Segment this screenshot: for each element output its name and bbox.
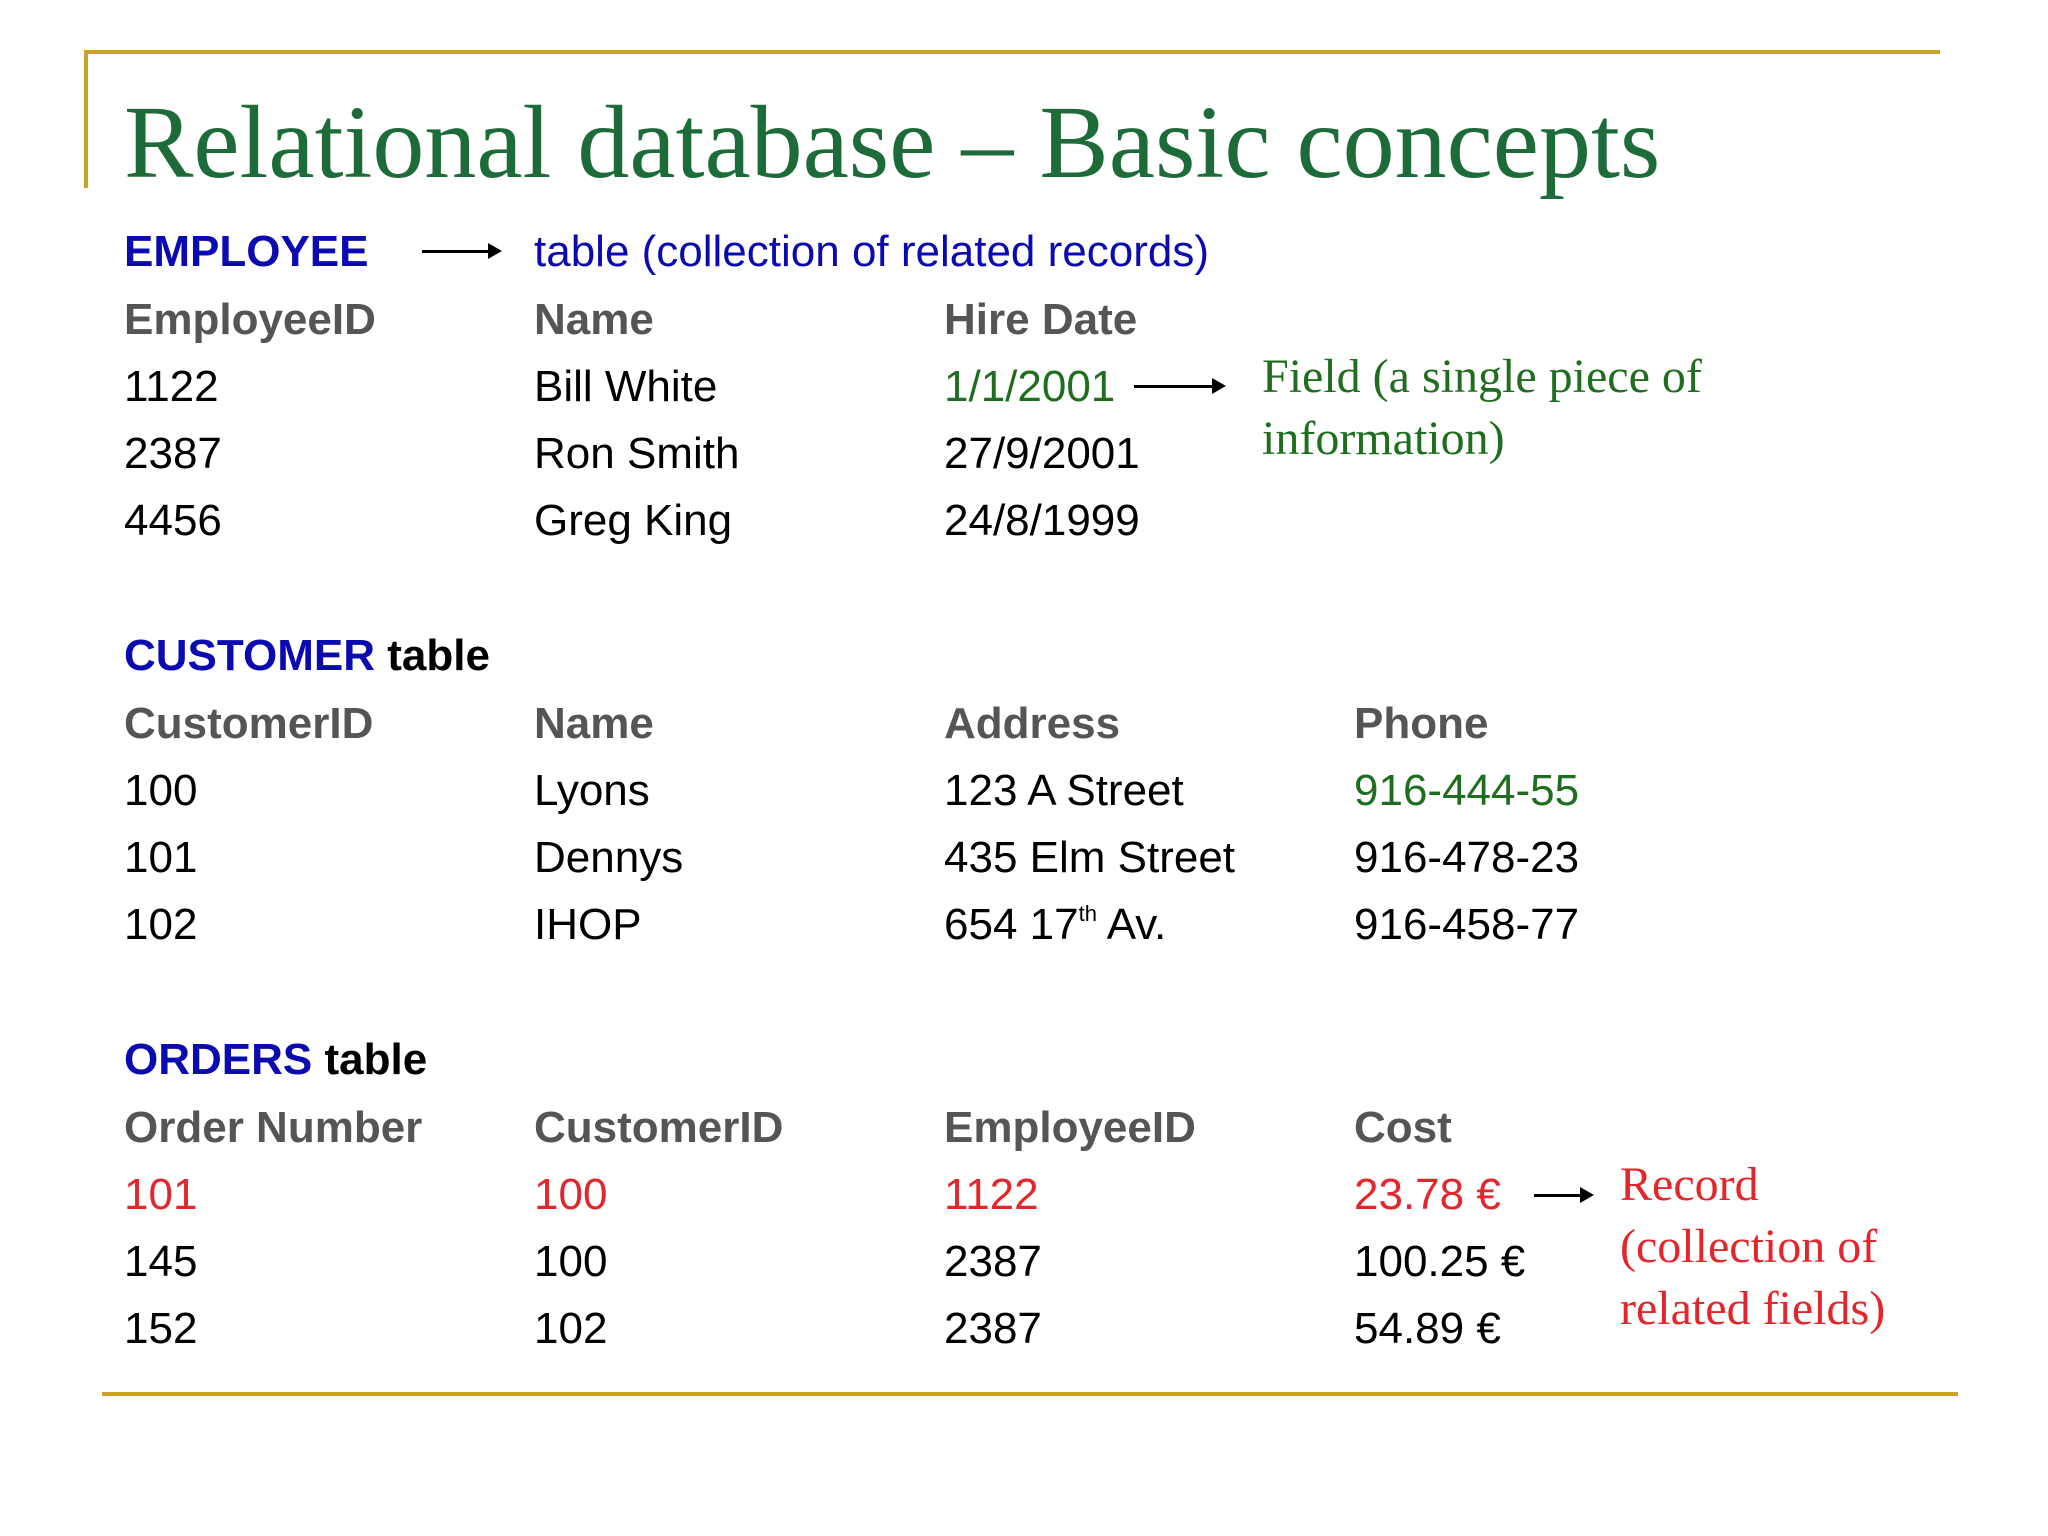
orders-table-label: ORDERS	[124, 1035, 313, 1084]
customer-cell: 435 Elm Street	[944, 833, 1236, 882]
customer-cell: Lyons	[534, 766, 650, 815]
customer-header-address: Address	[944, 699, 1121, 748]
employee-cell: 4456	[124, 496, 222, 545]
orders-cell: 152	[124, 1304, 198, 1353]
address-number: 654 17	[944, 900, 1079, 949]
customer-table-label: CUSTOMER	[124, 631, 375, 680]
orders-cell: 2387	[944, 1304, 1042, 1353]
orders-cell: 2387	[944, 1237, 1042, 1286]
field-annotation-line1: Field (a single piece of	[1262, 350, 1702, 403]
orders-table-suffix: table	[324, 1035, 428, 1084]
customer-cell: 916-458-77	[1354, 900, 1580, 949]
orders-cell: 100.25 €	[1354, 1237, 1526, 1286]
employee-cell: 1122	[124, 362, 219, 411]
frame-top-rule	[84, 50, 1940, 54]
record-annotation-line3: related fields)	[1620, 1282, 1886, 1335]
frame-left-rule	[84, 50, 88, 188]
orders-cell: 100	[534, 1237, 608, 1286]
customer-header-name: Name	[534, 699, 654, 748]
employee-cell: Bill White	[534, 362, 718, 411]
address-tail: Av.	[1096, 900, 1167, 949]
customer-cell: 123 A Street	[944, 766, 1184, 815]
slide-title: Relational database – Basic concepts	[124, 85, 1661, 200]
field-annotation-line2: information)	[1262, 412, 1505, 465]
record-annotation-line1: Record	[1620, 1158, 1759, 1211]
employee-table-description: table (collection of related records)	[534, 227, 1209, 276]
employee-cell: 24/8/1999	[944, 496, 1140, 545]
orders-cell: 54.89 €	[1354, 1304, 1501, 1353]
orders-cell: 145	[124, 1237, 198, 1286]
field-arrow	[1134, 385, 1222, 388]
record-highlight-cell: 1122	[944, 1170, 1039, 1219]
record-highlight-cell: 101	[124, 1170, 198, 1219]
employee-header-id: EmployeeID	[124, 295, 376, 344]
customer-table-heading	[124, 631, 490, 680]
orders-table-heading	[124, 1035, 428, 1084]
record-arrow	[1534, 1194, 1590, 1197]
customer-header-phone: Phone	[1354, 699, 1489, 748]
customer-cell: 100	[124, 766, 198, 815]
employee-cell: Ron Smith	[534, 429, 740, 478]
employee-cell: 2387	[124, 429, 222, 478]
employee-header-hire-date: Hire Date	[944, 295, 1138, 344]
employee-cell: Greg King	[534, 496, 733, 545]
customer-cell: 916-478-23	[1354, 833, 1580, 882]
orders-header-cost: Cost	[1354, 1103, 1452, 1152]
address-ordinal-suffix: th	[1078, 901, 1097, 926]
employee-arrow	[422, 250, 498, 253]
employee-header-name: Name	[534, 295, 654, 344]
customer-cell: IHOP	[534, 900, 642, 949]
record-highlight-cell: 100	[534, 1170, 608, 1219]
employee-cell: 27/9/2001	[944, 429, 1140, 478]
orders-header-employee-id: EmployeeID	[944, 1103, 1196, 1152]
orders-header-order-number: Order Number	[124, 1103, 423, 1152]
customer-table-suffix: table	[387, 631, 490, 680]
record-annotation-line2: (collection of	[1620, 1220, 1878, 1273]
customer-phone-highlight: 916-444-55	[1354, 766, 1580, 815]
employee-table-label: EMPLOYEE	[124, 227, 369, 276]
record-highlight-cell: 23.78 €	[1354, 1170, 1501, 1219]
orders-cell: 102	[534, 1304, 608, 1353]
employee-field-highlight: 1/1/2001	[944, 362, 1116, 411]
customer-address-cell	[944, 900, 1167, 949]
customer-cell: 102	[124, 900, 198, 949]
customer-cell: Dennys	[534, 833, 684, 882]
orders-header-customer-id: CustomerID	[534, 1103, 784, 1152]
frame-bottom-rule	[102, 1392, 1958, 1396]
customer-cell: 101	[124, 833, 198, 882]
customer-header-id: CustomerID	[124, 699, 374, 748]
